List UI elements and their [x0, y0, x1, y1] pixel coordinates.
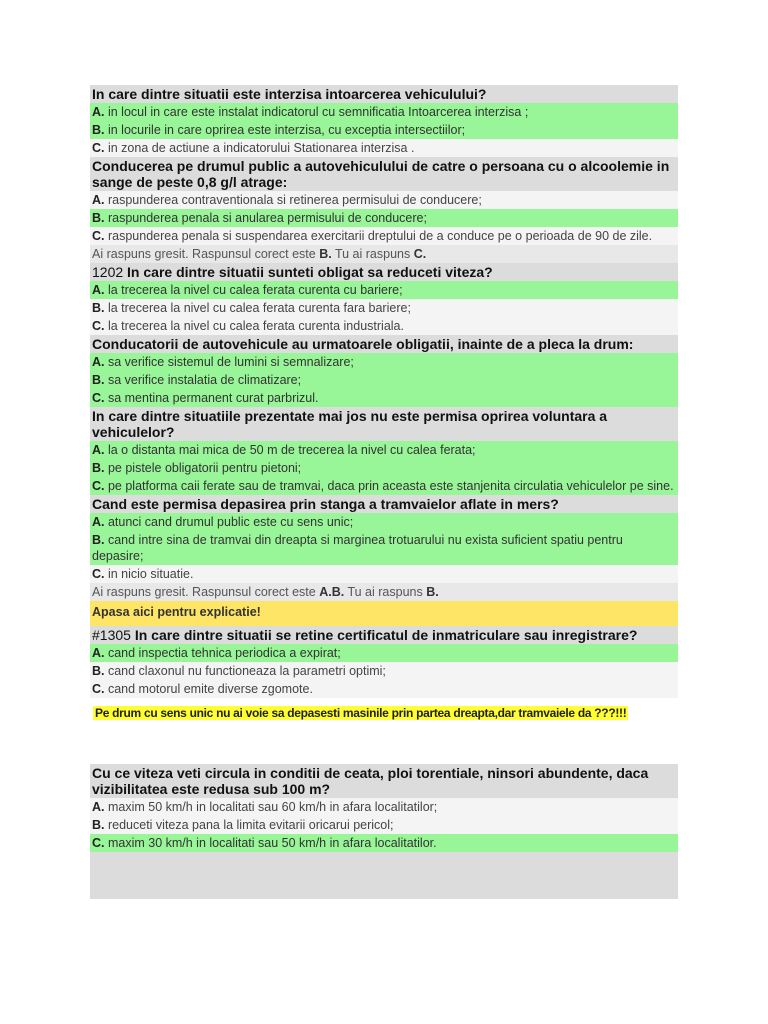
answer-letter: C.: [92, 479, 105, 493]
answer-letter: A.: [92, 443, 105, 457]
answer-text: cand intre sina de tramvai din dreapta si marginea trotuarului nu exista suficient spatiu pentru depasire;: [92, 533, 623, 563]
answer-letter: B.: [92, 461, 105, 475]
answer-letter: C.: [92, 567, 105, 581]
answer-letter: B.: [92, 533, 105, 547]
note-area: [90, 698, 678, 764]
question-text: In care dintre situatii este interzisa intoarcerea vehiculului?: [92, 86, 487, 102]
answer-option: [90, 531, 678, 565]
answer-letter: A.: [92, 283, 105, 297]
result-message: [90, 583, 678, 601]
result-prefix: Ai raspuns gresit. Raspunsul corect este: [92, 585, 320, 599]
answer-letter: B.: [92, 301, 105, 315]
answer-letter: A.: [92, 193, 105, 207]
answer-text: maxim 50 km/h in localitati sau 60 km/h in afara localitatilor;: [104, 800, 438, 814]
answer-letter: B.: [92, 123, 105, 137]
question-text: Conducerea pe drumul public a autovehiculului de catre o persoana cu o alcoolemie in sange de peste 0,8 g/l atrage:: [92, 158, 670, 190]
answer-letter: C.: [92, 391, 105, 405]
answer-option: [90, 281, 678, 299]
question-title: [90, 495, 678, 513]
answer-text: la o distanta mai mica de 50 m de trecerea la nivel cu calea ferata;: [104, 443, 476, 457]
question-text: Cand este permisa depasirea prin stanga a tramvaielor aflate in mers?: [92, 496, 559, 512]
answer-option: [90, 513, 678, 531]
question-title: [90, 335, 678, 353]
answer-text: cand motorul emite diverse zgomote.: [104, 682, 313, 696]
result-middle: Tu ai raspuns: [344, 585, 427, 599]
answer-text: in nicio situatie.: [104, 567, 194, 581]
given-answer: C.: [413, 247, 427, 261]
answer-text: cand inspectia tehnica periodica a expirat;: [104, 646, 341, 660]
answer-text: sa mentina permanent curat parbrizul.: [104, 391, 319, 405]
empty-row: [90, 852, 678, 899]
question-text: Conducatorii de autovehicule au urmatoarele obligatii, inainte de a pleca la drum:: [92, 336, 634, 352]
answer-text: reduceti viteza pana la limita evitarii oricarui pericol;: [104, 818, 394, 832]
answer-text: pe platforma caii ferate sau de tramvai, daca prin aceasta este stanjenita circulatia vehiculelor pe sine.: [104, 479, 674, 493]
answer-option: [90, 139, 678, 157]
question-title: [90, 263, 678, 281]
answer-letter: A.: [92, 355, 105, 369]
answer-letter: B.: [92, 373, 105, 387]
answer-text: sa verifice sistemul de lumini si semnalizare;: [104, 355, 354, 369]
question-text: In care dintre situatii se retine certificatul de inmatriculare sau inregistrare?: [134, 627, 638, 643]
answer-option: [90, 565, 678, 583]
question-text: In care dintre situatii sunteti obligat sa reduceti viteza?: [127, 264, 493, 280]
answer-option: [90, 227, 678, 245]
answer-text: in locul in care este instalat indicatorul cu semnificatia Intoarcerea interzisa ;: [104, 105, 529, 119]
answer-letter: B.: [92, 818, 105, 832]
answer-option: [90, 103, 678, 121]
answer-option: [90, 191, 678, 209]
answer-letter: C.: [92, 682, 105, 696]
answer-option: [90, 477, 678, 495]
answer-option: [90, 299, 678, 317]
answer-option: [90, 317, 678, 335]
question-text: In care dintre situatiile prezentate mai jos nu este permisa oprirea voluntara a vehiculelor?: [92, 408, 608, 440]
result-middle: Tu ai raspuns: [331, 247, 414, 261]
answer-text: raspunderea penala si anularea permisului de conducere;: [104, 211, 427, 225]
answer-option: [90, 816, 678, 834]
answer-letter: C.: [92, 141, 105, 155]
result-message: [90, 245, 678, 263]
answer-text: in locurile in care oprirea este interzisa, cu exceptia intersectiilor;: [104, 123, 466, 137]
answer-letter: C.: [92, 229, 105, 243]
question-text: Cu ce viteza veti circula in conditii de ceata, ploi torentiale, ninsori abundente, daca vizibilitatea este redusa sub 100 m?: [92, 765, 649, 797]
answer-letter: C.: [92, 836, 105, 850]
question-title: [90, 407, 678, 441]
answer-option: [90, 371, 678, 389]
answer-text: cand claxonul nu functioneaza la parametri optimi;: [104, 664, 386, 678]
question-number: #1305: [92, 627, 135, 643]
answer-text: maxim 30 km/h in localitati sau 50 km/h in afara localitatilor.: [104, 836, 437, 850]
answer-text: sa verifice instalatia de climatizare;: [104, 373, 302, 387]
explanation-link[interactable]: Apasa aici pentru explicatie!: [90, 601, 678, 626]
correct-answer: A.B.: [319, 585, 345, 599]
answer-option: [90, 680, 678, 698]
answer-text: in zona de actiune a indicatorului Stationarea interzisa .: [104, 141, 415, 155]
question-number: 1202: [92, 264, 128, 280]
answer-letter: A.: [92, 105, 105, 119]
quiz-sheet: [90, 85, 678, 899]
user-note: Pe drum cu sens unic nu ai voie sa depasesti masinile prin partea dreapta,dar tramvaiele da ???!!!: [95, 706, 627, 720]
answer-letter: B.: [92, 664, 105, 678]
answer-option: [90, 209, 678, 227]
answer-text: raspunderea contraventionala si retinerea permisului de conducere;: [104, 193, 482, 207]
answer-letter: C.: [92, 319, 105, 333]
answer-option: [90, 644, 678, 662]
question-list: [90, 85, 678, 698]
result-prefix: Ai raspuns gresit. Raspunsul corect este: [92, 247, 320, 261]
answer-text: atunci cand drumul public este cu sens unic;: [104, 515, 354, 529]
answer-text: raspunderea penala si suspendarea exercitarii dreptului de a conduce pe o perioada de 90 de zile.: [104, 229, 653, 243]
answer-option: [90, 798, 678, 816]
answer-option: [90, 121, 678, 139]
question-title: [90, 764, 678, 798]
answer-text: la trecerea la nivel cu calea ferata curenta industriala.: [104, 319, 404, 333]
question-title: [90, 85, 678, 103]
correct-answer: B.: [319, 247, 332, 261]
given-answer: B.: [426, 585, 439, 599]
question-title: [90, 626, 678, 644]
last-question: [90, 764, 678, 852]
answer-option: [90, 353, 678, 371]
answer-letter: A.: [92, 646, 105, 660]
answer-option: [90, 389, 678, 407]
question-title: [90, 157, 678, 191]
answer-text: la trecerea la nivel cu calea ferata curenta cu bariere;: [104, 283, 403, 297]
answer-option: [90, 441, 678, 459]
answer-text: pe pistele obligatorii pentru pietoni;: [104, 461, 302, 475]
answer-option: [90, 662, 678, 680]
answer-letter: A.: [92, 800, 105, 814]
answer-letter: A.: [92, 515, 105, 529]
answer-letter: B.: [92, 211, 105, 225]
answer-option: [90, 459, 678, 477]
answer-option: [90, 834, 678, 852]
answer-text: la trecerea la nivel cu calea ferata curenta fara bariere;: [104, 301, 411, 315]
